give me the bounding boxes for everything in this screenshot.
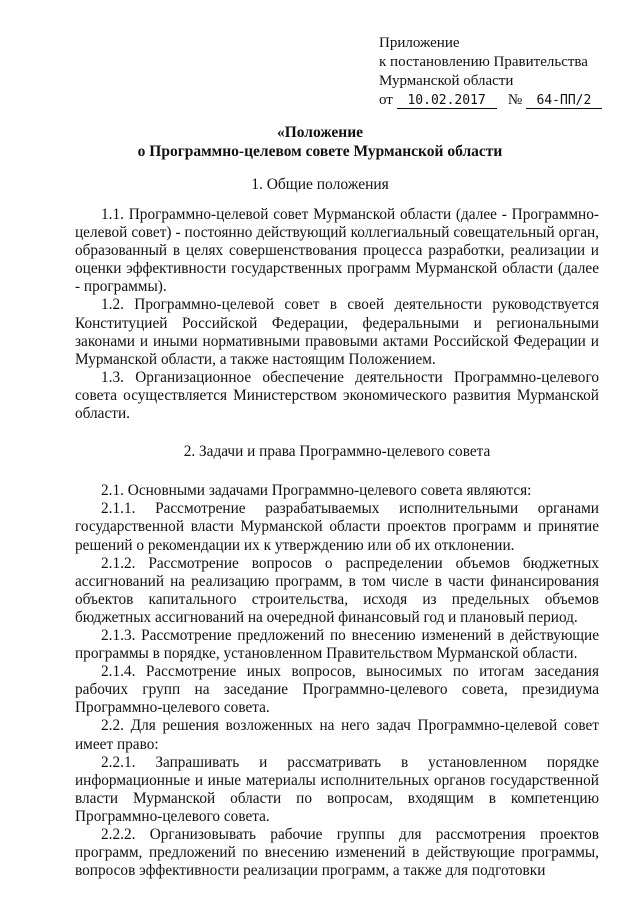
paragraph-2-1-1: 2.1.1. Рассмотрение разрабатываемых исполнительными органами государственной власти Мурманской области проектов программ и принятие решений о рекомендации их к утверждению или об их отклонении. <box>75 500 599 554</box>
paragraph-2-1: 2.1. Основными задачами Программно-целевого совета являются: <box>101 482 532 500</box>
appendix-date-line <box>379 91 602 110</box>
number-prefix: № <box>507 92 523 108</box>
date-prefix: от <box>379 92 393 108</box>
title-line-2: о Программно-целевом совете Мурманской области <box>137 143 503 160</box>
appendix-line: Приложение <box>379 35 460 51</box>
paragraph-1-3: 1.3. Организационное обеспечение деятельности Программно-целевого совета осуществляется Министерством экономического развития Мурманской области. <box>75 368 599 423</box>
appendix-line: к постановлению Правительства <box>379 54 588 70</box>
paragraph-1-2: 1.2. Программно-целевой совет в своей деятельности руководствуется Конституцией Российской Федерации, федеральными и региональными законами и иными нормативными правовыми актами Российской Федерации и Мурманской области, а также настоящим Положением. <box>75 296 599 368</box>
title-line-1: «Положение <box>276 124 364 141</box>
section-2-heading: 2. Задачи и права Программно-целевого совета <box>183 443 491 461</box>
paragraph-2-1-2: 2.1.2. Рассмотрение вопросов о распределении объемов бюджетных ассигнований на реализацию программ, в том числе в части финансирования объектов капитального строительства, исходя из предельных объемов бюджетных ассигнований на очередной финансовый год и плановый период. <box>75 554 599 626</box>
resolution-date: 10.02.2017 <box>397 94 497 109</box>
paragraph-2-1-3: 2.1.3. Рассмотрение предложений по внесению изменений в действующие программы в порядке, установленном Правительством Мурманской области. <box>75 626 599 663</box>
paragraph-2-2-2: 2.2.2. Организовывать рабочие группы для рассмотрения проектов программ, предложений по внесению изменений в действующие программы, вопросов эффективности реализации программ, а также для подготовки <box>75 826 599 880</box>
paragraph-2-2-1: 2.2.1. Запрашивать и рассматривать в установленном порядке информационные и иные материалы исполнительных органов государственной власти Мурманской области по вопросам, входящим в компетенцию Программно-целевого совета. <box>75 753 599 825</box>
paragraph-2-1-4: 2.1.4. Рассмотрение иных вопросов, выносимых по итогам заседания рабочих групп на заседание Программно-целевого совета, президиума Программно-целевого совета. <box>75 663 599 717</box>
document-body <box>75 206 599 880</box>
paragraph-2-2: 2.2. Для решения возложенных на него задач Программно-целевой совет имеет право: <box>75 717 599 753</box>
paragraph-1-1: 1.1. Программно-целевой совет Мурманской области (далее - Программно-целевой совет) - постоянно действующий коллегиальный совещательный орган, образованный в целях совершенствования процесса разработки, реализации и оценки эффективности государственных программ Мурманской области (далее - программы). <box>75 206 599 296</box>
appendix-block <box>379 34 602 110</box>
appendix-line: Мурманской области <box>379 73 514 89</box>
section-1-heading: 1. Общие положения <box>251 176 389 193</box>
document-title <box>80 123 560 161</box>
resolution-number: 64-ПП/2 <box>526 94 602 109</box>
